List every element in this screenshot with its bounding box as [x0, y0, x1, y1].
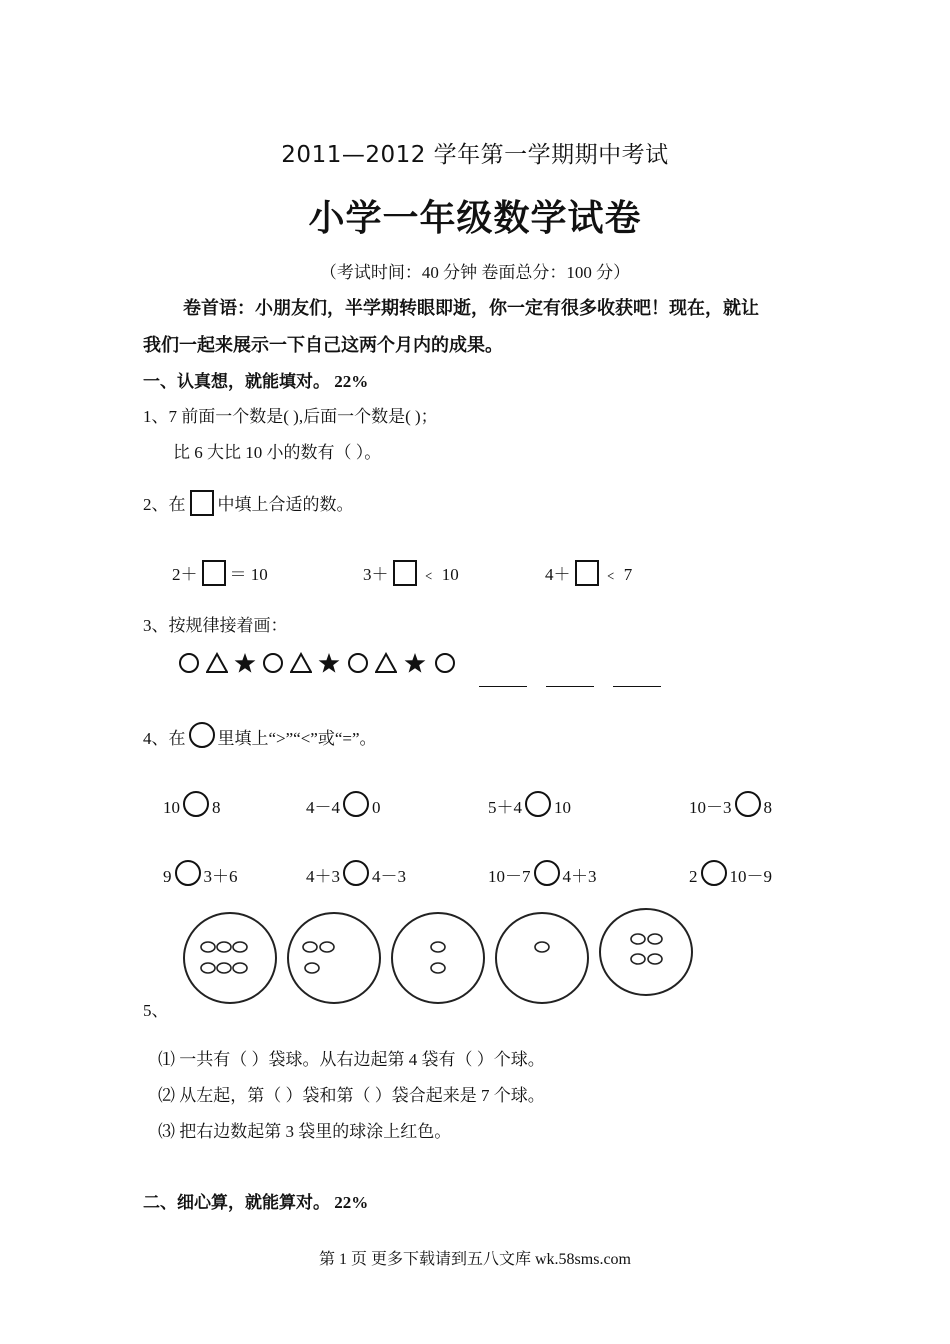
q2-item-2: [363, 560, 459, 586]
compare-right: 0: [372, 798, 381, 817]
compare-left: 4－4: [306, 798, 340, 817]
compare-right: 4＋3: [562, 867, 597, 886]
compare-circle[interactable]: [183, 791, 209, 817]
triangle-icon: [375, 652, 397, 674]
compare-right: 8: [212, 798, 221, 817]
q1-line2: 比 6 大比 10 小的数有（ ）。: [173, 443, 382, 462]
ball: [431, 963, 445, 973]
compare-right: 3＋6: [203, 867, 238, 886]
q2-prefix: 2、在: [143, 495, 186, 514]
compare-left: 10: [163, 798, 180, 817]
ball: [217, 942, 231, 952]
q2-item-right: ＝ 10: [229, 565, 268, 584]
section1-heading: 一、认真想，就能填对。 22%: [143, 372, 369, 391]
q3-label: 3、按规律接着画：: [143, 616, 288, 635]
ball: [201, 942, 215, 952]
q2-suffix: 中填上合适的数。: [217, 495, 354, 514]
compare-circle[interactable]: [735, 791, 761, 817]
q5-label: 5、: [143, 1001, 169, 1020]
bag-1: [184, 913, 276, 1003]
q2-item-right: ﹤ 10: [420, 565, 459, 584]
circle-icon: [347, 652, 369, 674]
compare-item: [163, 791, 221, 818]
q2-item-right: ﹤ 7: [602, 565, 633, 584]
ball: [648, 934, 662, 944]
ball: [305, 963, 319, 973]
ball: [631, 934, 645, 944]
exam-title: 小学一年级数学试卷: [308, 198, 642, 239]
q5-sub3: ⑶ 把右边数起第 3 袋里的球涂上红色。: [158, 1122, 452, 1141]
bag-5: [600, 909, 692, 995]
q1-line1: 1、7 前面一个数是( ),后面一个数是( )；: [143, 407, 438, 426]
q2-item-left: 4＋: [545, 565, 571, 584]
triangle-icon: [206, 652, 228, 674]
circle-icon: [434, 652, 456, 674]
section2-heading: 二、细心算，就能算对。 22%: [143, 1193, 369, 1212]
bag-3: [392, 913, 484, 1003]
ball: [648, 954, 662, 964]
circle-icon: [178, 652, 200, 674]
star-icon: [318, 652, 340, 674]
answer-box[interactable]: [575, 560, 599, 586]
compare-right: 8: [763, 798, 772, 817]
ball: [535, 942, 549, 952]
compare-right: 10: [554, 798, 571, 817]
star-icon: [234, 652, 256, 674]
ball-bags-illustration: [180, 908, 700, 1008]
compare-item: [488, 860, 597, 887]
compare-item: [689, 791, 772, 818]
compare-circle[interactable]: [701, 860, 727, 886]
compare-left: 10－3: [689, 798, 732, 817]
q2-item-left: 3＋: [363, 565, 389, 584]
circle-icon: [262, 652, 284, 674]
q5-sub2: ⑵ 从左起，第（ ）袋和第（ ）袋合起来是 7 个球。: [158, 1086, 545, 1105]
compare-item: [163, 860, 238, 887]
pattern-blank[interactable]: [546, 686, 594, 687]
compare-left: 4＋3: [306, 867, 340, 886]
q4-suffix: 里填上“>”“<”或“=”。: [217, 729, 377, 748]
compare-left: 10－7: [488, 867, 531, 886]
exam-info: （考试时间：40 分钟 卷面总分：100 分）: [319, 263, 631, 282]
compare-left: 5＋4: [488, 798, 522, 817]
pattern-blank[interactable]: [613, 686, 661, 687]
exam-title-line1: 2011—2012 学年第一学期期中考试: [281, 142, 669, 168]
compare-item: [306, 791, 381, 818]
box-icon: [190, 490, 214, 516]
preface-line1: 卷首语：小朋友们，半学期转眼即逝，你一定有很多收获吧！现在，就让: [183, 298, 759, 318]
q2-item-left: 2＋: [172, 565, 198, 584]
ball: [233, 963, 247, 973]
q4-instruction: [143, 722, 377, 749]
preface-line2: 我们一起来展示一下自己这两个月内的成果。: [143, 335, 503, 355]
answer-box[interactable]: [202, 560, 226, 586]
star-icon: [404, 652, 426, 674]
ball: [217, 963, 231, 973]
compare-circle[interactable]: [343, 860, 369, 886]
q2-instruction: [143, 490, 354, 516]
compare-circle[interactable]: [175, 860, 201, 886]
page-footer: 第 1 页 更多下载请到五八文库 wk.58sms.com: [318, 1251, 631, 1268]
bag-2: [288, 913, 380, 1003]
ball: [431, 942, 445, 952]
triangle-icon: [290, 652, 312, 674]
compare-item: [306, 860, 406, 887]
circle-icon: [189, 722, 215, 748]
bag-4: [496, 913, 588, 1003]
compare-circle[interactable]: [525, 791, 551, 817]
ball: [320, 942, 334, 952]
answer-box[interactable]: [393, 560, 417, 586]
ball: [233, 942, 247, 952]
compare-left: 2: [689, 867, 698, 886]
compare-item: [488, 791, 571, 818]
q5-sub1: ⑴ 一共有（ ）袋球。从右边起第 4 袋有（ ）个球。: [158, 1050, 545, 1069]
compare-item: [689, 860, 772, 887]
compare-right: 4－3: [372, 867, 406, 886]
q2-item-1: [172, 560, 268, 586]
pattern-blank[interactable]: [479, 686, 527, 687]
compare-right: 10－9: [729, 867, 772, 886]
q2-item-3: [545, 560, 632, 586]
compare-circle[interactable]: [534, 860, 560, 886]
ball: [201, 963, 215, 973]
ball: [303, 942, 317, 952]
q4-prefix: 4、在: [143, 729, 186, 748]
compare-circle[interactable]: [343, 791, 369, 817]
compare-left: 9: [163, 867, 172, 886]
ball: [631, 954, 645, 964]
